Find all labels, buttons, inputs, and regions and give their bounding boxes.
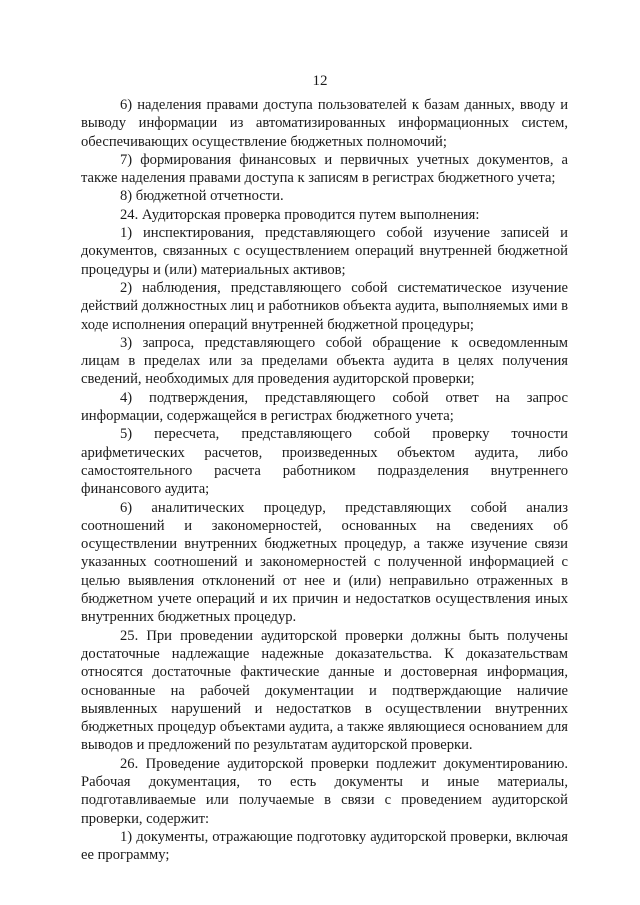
paragraph-item-8-budget-reporting: 8) бюджетной отчетности. <box>120 188 284 205</box>
paragraph-method-inquiry: 3) запроса, представляющего собой обращение к осведомленным лицам в пределах или за пределами объекта аудита в целях получения сведений, необходимых для проведения аудиторской проверки; <box>81 334 568 388</box>
paragraph-item-6-access-rights: 6) наделения правами доступа пользователей к базам данных, вводу и выводу информации из автоматизированных информационных систем, обеспечивающих осуществление бюджетных полномочий; <box>81 97 568 150</box>
page-number: 12 <box>312 73 328 89</box>
paragraph-method-observation: 2) наблюдения, представляющего собой систематическое изучение действий должностных лиц и работников объекта аудита, выполняемых ими в ходе исполнения операций внутренней бюджетной процедуры; <box>81 279 568 333</box>
paragraph-method-inspection: 1) инспектирования, представляющего собой изучение записей и документов, связанных с осуществлением операций внутренней бюджетной процедуры и (или) материальных активов; <box>81 225 568 278</box>
paragraph-method-confirmation: 4) подтверждения, представляющего собой ответ на запрос информации, содержащейся в регистрах бюджетного учета; <box>81 389 568 425</box>
paragraph-item-7-accounting-documents: 7) формирования финансовых и первичных учетных документов, а также наделения правами доступа к записям в регистрах бюджетного учета; <box>81 151 568 187</box>
document-body <box>81 96 568 864</box>
paragraph-method-analytical-procedures: 6) аналитических процедур, представляющих собой анализ соотношений и закономерностей, основанных на сведениях об осуществлении внутренних бюджетных процедур, а также изучение связи указанных соотношений и закономерностей с полученной информацией с целью выявления отклонений от нее и (или) неправильно отраженных в бюджетном учете операций и их причин и недостатков осуществления иных внутренних бюджетных процедур. <box>81 499 568 626</box>
paragraph-clause-26: 26. Проведение аудиторской проверки подлежит документированию. Рабочая документация, то есть документы и иные материалы, подготавливаемые или получаемые в связи с проведением аудиторской проверки, содержит: <box>81 755 568 827</box>
paragraph-working-docs-item-1: 1) документы, отражающие подготовку аудиторской проверки, включая ее программу; <box>81 828 568 864</box>
paragraph-clause-25: 25. При проведении аудиторской проверки должны быть получены достаточные надлежащие надежные доказательства. К доказательствам относятся достаточные фактические данные и достоверная информация, основанные на рабочей документации и подтверждающие наличие выявленных нарушений и недостатков в осуществлении внутренних бюджетных процедур объектами аудита, а также являющиеся основанием для выводов и предложений по результатам аудиторской проверки. <box>81 627 568 754</box>
paragraph-method-recalculation: 5) пересчета, представляющего собой проверку точности арифметических расчетов, произведенных объектом аудита, либо самостоятельного расчета работником подразделения внутреннего финансового аудита; <box>81 426 568 498</box>
paragraph-clause-24: 24. Аудиторская проверка проводится путем выполнения: <box>120 206 480 223</box>
